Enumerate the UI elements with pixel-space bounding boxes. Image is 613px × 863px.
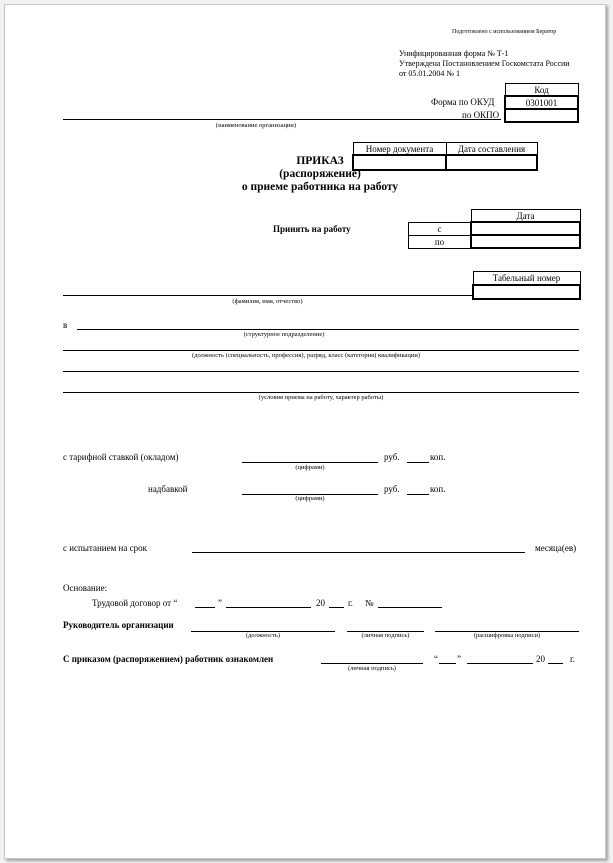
probation-label: с испытанием на срок — [63, 543, 147, 553]
document-page — [4, 4, 606, 859]
hire-from-label: с — [409, 222, 472, 235]
conditions-line-1 — [63, 371, 579, 372]
position-caption: (должность (специальность, профессия), разряд, класс (категория) квалификации) — [192, 352, 420, 359]
tab-number-table — [472, 271, 581, 300]
fio-line — [63, 295, 472, 296]
organization-caption: (наименование организации) — [215, 122, 297, 129]
acquainted-signature-caption: (личная подпись) — [348, 665, 396, 672]
acquainted-year-prefix: 20 — [536, 654, 545, 664]
hire-date-header: Дата — [471, 210, 580, 223]
acquainted-month-line — [467, 663, 533, 664]
bonus-rub: руб. — [384, 484, 400, 494]
position-line — [63, 350, 579, 351]
rate-digits-caption: (цифрами) — [295, 464, 325, 471]
hire-to-date — [471, 235, 580, 248]
bonus-digits-caption: (цифрами) — [295, 495, 325, 502]
fio-caption: (фамилия, имя, отчество) — [232, 298, 303, 305]
acquainted-year-suffix: г. — [570, 654, 575, 664]
contract-number-sign: № — [365, 598, 374, 608]
acquainted-open-quote: “ — [434, 654, 438, 664]
conditions-line-2 — [63, 392, 579, 393]
probation-months: месяца(ев) — [535, 543, 577, 553]
document-date-cell — [446, 155, 537, 170]
form-name: Унифицированная форма № Т-1 — [399, 49, 509, 58]
code-header: Код — [505, 84, 578, 97]
contract-quote: ” — [218, 598, 222, 608]
rate-kop: коп. — [430, 452, 446, 462]
bonus-kop: коп. — [430, 484, 446, 494]
title-line3: о приеме работника на работу — [241, 181, 399, 193]
rate-kop-line — [407, 462, 429, 463]
document-title — [205, 155, 435, 194]
tab-number-header: Табельный номер — [473, 272, 580, 286]
title-line2: (распоряжение) — [279, 168, 361, 180]
okud-label: Форма по ОКУД — [431, 97, 495, 107]
title-line1: ПРИКАЗ — [296, 155, 344, 167]
acquainted-day-line — [439, 663, 456, 664]
head-label: Руководитель организации — [63, 620, 174, 630]
head-decode-caption: (расшифровка подписи) — [473, 632, 541, 639]
contract-year-suffix: г. — [348, 598, 353, 608]
conditions-caption: (условия приема на работу, характер работы) — [258, 394, 384, 401]
bonus-label: надбавкой — [148, 484, 188, 494]
in-prefix: в — [63, 320, 68, 330]
form-approval: Утверждена Постановлением Госкомстата России — [399, 59, 570, 68]
head-signature-caption: (личная подпись) — [361, 632, 410, 639]
bonus-kop-line — [407, 494, 429, 495]
contract-number-line — [378, 607, 442, 608]
document-number-header: Номер документа — [353, 143, 446, 156]
contract-prefix: Трудовой договор от “ — [92, 598, 178, 608]
basis-label: Основание: — [63, 583, 108, 593]
codes-table — [504, 83, 579, 123]
contract-year-line — [329, 607, 344, 608]
contract-month-line — [226, 607, 311, 608]
organization-line — [63, 119, 501, 120]
hire-to-label: по — [409, 235, 472, 248]
okpo-label: по ОКПО — [462, 110, 500, 120]
rate-rub: руб. — [384, 452, 400, 462]
form-approval-date: от 05.01.2004 № 1 — [399, 69, 461, 78]
prepared-note: Подготовлено с использованием Бератор — [452, 29, 557, 35]
okpo-value — [505, 109, 578, 122]
subdivision-caption: (структурное подразделение) — [243, 331, 325, 338]
subdivision-line — [77, 329, 579, 330]
hire-from-date — [471, 222, 580, 235]
hire-date-table — [408, 209, 581, 249]
acquainted-label: С приказом (распоряжением) работник ознакомлен — [63, 654, 274, 664]
tab-number-cell — [473, 285, 580, 299]
acquainted-signature-line — [321, 663, 423, 664]
rate-label: с тарифной ставкой (окладом) — [63, 452, 179, 462]
document-date-header: Дата составления — [446, 143, 537, 156]
okud-value: 0301001 — [505, 96, 578, 109]
rate-rub-line — [242, 462, 378, 463]
hire-label: Принять на работу — [273, 224, 351, 234]
contract-day-line — [195, 607, 215, 608]
acquainted-year-line — [548, 663, 563, 664]
head-position-caption: (должность) — [245, 632, 281, 639]
probation-line — [192, 552, 525, 553]
contract-year-prefix: 20 — [316, 598, 325, 608]
acquainted-close-quote: ” — [457, 654, 461, 664]
